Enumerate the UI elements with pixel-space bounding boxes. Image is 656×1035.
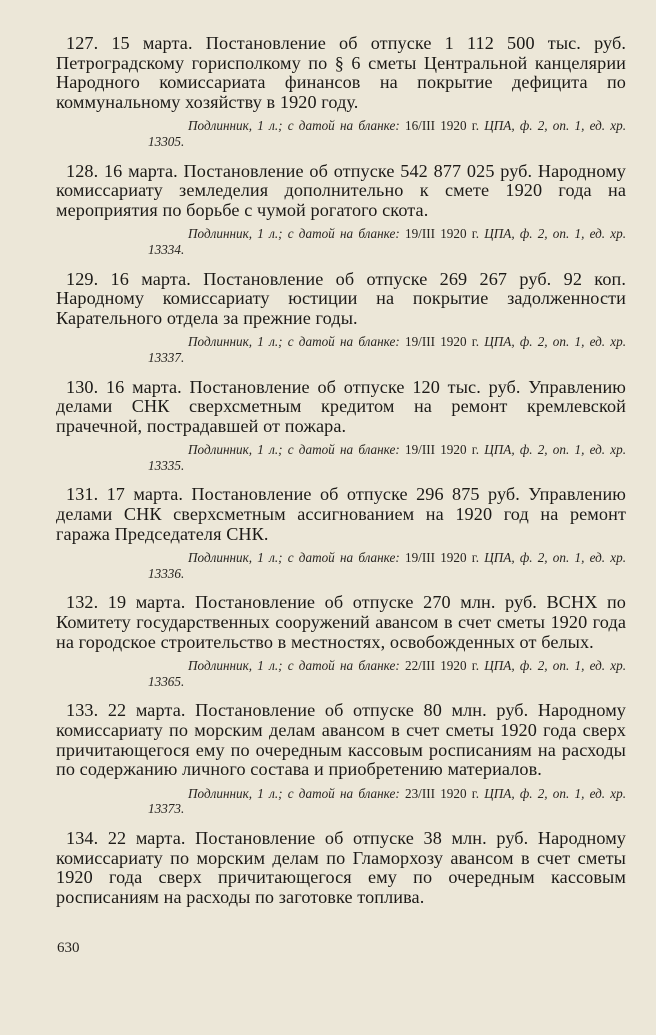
page-content <box>56 34 626 919</box>
entry-text: 132. 19 марта. Постановление об отпуске 270 млн. руб. ВСНХ по Комитету государственных сооружений авансом в счет сметы 1920 года на городское строительство в местностях, освобожденных от белых. <box>56 592 626 652</box>
source-prefix: Подлинник, 1 л.; с датой на бланке: <box>188 658 400 674</box>
source-date: 23/III 1920 г. <box>404 785 480 801</box>
source-archive: ЦПА, ф. 2, оп. 1, ед. хр. 13305. <box>148 118 627 149</box>
entry-text: 130. 16 марта. Постановление об отпуске 120 тыс. руб. Управлению делами СНК сверхсметным кредитом на ремонт кремлевской прачечной, пострадавшей от пожара. <box>56 376 626 436</box>
source-archive: ЦПА, ф. 2, оп. 1, ед. хр. 13365. <box>148 658 627 689</box>
entry-131 <box>56 485 626 581</box>
source-archive: ЦПА, ф. 2, оп. 1, ед. хр. 13334. <box>148 226 627 257</box>
source-date: 19/III 1920 г. <box>404 334 480 350</box>
source-archive: ЦПА, ф. 2, оп. 1, ед. хр. 13336. <box>148 550 627 581</box>
entry-source <box>56 442 626 473</box>
entry-source <box>56 786 626 817</box>
source-archive: ЦПА, ф. 2, оп. 1, ед. хр. 13337. <box>148 334 627 365</box>
source-date: 19/III 1920 г. <box>404 550 480 566</box>
source-archive: ЦПА, ф. 2, оп. 1, ед. хр. 13335. <box>148 442 627 473</box>
entry-source <box>56 118 626 149</box>
source-date: 16/III 1920 г. <box>404 118 480 134</box>
entry-128 <box>56 162 626 258</box>
entry-text: 134. 22 марта. Постановление об отпуске 38 млн. руб. Народному комиссариату по морским делам по Гламорхозу авансом в счет сметы 1920 года сверх причитающегося ему по очередным кассовым росписаниям на расходы по заготовке топлива. <box>56 827 626 907</box>
source-archive: ЦПА, ф. 2, оп. 1, ед. хр. 13373. <box>148 785 627 817</box>
entry-text: 127. 15 марта. Постановление об отпуске 1 112 500 тыс. руб. Петроградскому горисполкому по § 6 сметы Центральной канцелярии Народного комиссариата финансов на покрытие дефицита по коммунальному хозяйству в 1920 году. <box>56 33 626 112</box>
source-prefix: Подлинник, 1 л.; с датой на бланке: <box>188 442 400 458</box>
source-prefix: Подлинник, 1 л.; с датой на бланке: <box>188 550 400 566</box>
entry-134 <box>56 829 626 907</box>
entry-text: 133. 22 марта. Постановление об отпуске 80 млн. руб. Народному комиссариату по морским делам авансом в счет сметы 1920 года сверх причитающегося ему по очередным кассовым росписаниям на расходы по содержанию личного состава и приобретению материалов. <box>56 700 626 780</box>
entry-130 <box>56 378 626 474</box>
entry-132 <box>56 593 626 689</box>
entry-source <box>56 658 626 689</box>
source-date: 19/III 1920 г. <box>404 226 480 242</box>
entry-source <box>56 334 626 365</box>
entry-133 <box>56 701 626 817</box>
entry-source <box>56 226 626 257</box>
entry-text: 128. 16 марта. Постановление об отпуске 542 877 025 руб. Народному комиссариату земледелия дополнительно к смете 1920 года на мероприятия по борьбе с чумой рогатого скота. <box>56 160 626 220</box>
entry-source <box>56 550 626 581</box>
entry-text: 131. 17 марта. Постановление об отпуске 296 875 руб. Управлению делами СНК сверхсметным ассигнованием на 1920 год на ремонт гаража Председателя СНК. <box>56 484 626 544</box>
page-number: 630 <box>57 940 80 956</box>
source-date: 19/III 1920 г. <box>404 442 480 458</box>
entry-text: 129. 16 марта. Постановление об отпуске 269 267 руб. 92 коп. Народному комиссариату юстиции на покрытие задолженности Карательного отдела за прежние годы. <box>56 268 626 328</box>
entry-127 <box>56 34 626 150</box>
source-date: 22/III 1920 г. <box>404 658 480 674</box>
entry-129 <box>56 270 626 366</box>
source-prefix: Подлинник, 1 л.; с датой на бланке: <box>188 334 400 350</box>
source-prefix: Подлинник, 1 л.; с датой на бланке: <box>188 118 400 134</box>
source-prefix: Подлинник, 1 л.; с датой на бланке: <box>188 226 400 242</box>
source-prefix: Подлинник, 1 л.; с датой на бланке: <box>188 785 400 801</box>
